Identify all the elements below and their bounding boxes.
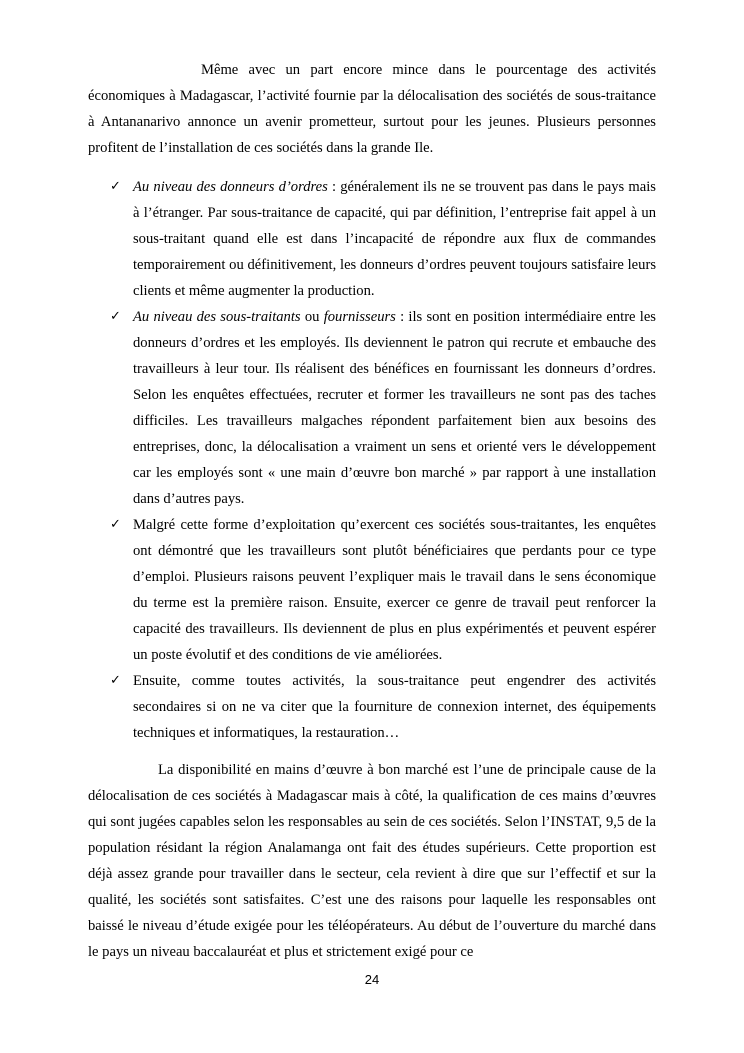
- checkmark-icon: ✓: [110, 309, 121, 324]
- bullet-list: [88, 174, 656, 746]
- intro-paragraph: Même avec un part encore mince dans le pourcentage des activités économiques à Madagascar, l’activité fournie par la délocalisation des sociétés de sous-traitance à Antananarivo annonce un avenir prometteur, surtout pour les jeunes. Plusieurs personnes profitent de l’installation de ces sociétés dans la grande Ile.: [88, 62, 656, 156]
- checkmark-icon: ✓: [110, 673, 121, 688]
- bullet-text: Malgré cette forme d’exploitation qu’exercent ces sociétés sous-traitantes, les enquêtes ont démontré que les travailleurs sont plutôt bénéficiaires que perdants pour ce type d’emploi. Plusieurs raisons peuvent l’expliquer mais le travail dans le sens économique du terme est la première raison. Ensuite, exercer ce genre de travail peut renforcer la capacité des travailleurs. Ils deviennent de plus en plus expérimentés et peuvent espérer un poste évolutif et des conditions de vie améliorées.: [133, 517, 656, 663]
- list-item: [88, 174, 656, 304]
- list-item: [88, 512, 656, 668]
- closing-paragraph: La disponibilité en mains d’œuvre à bon marché est l’une de principale cause de la délocalisation de ces sociétés à Madagascar mais à côté, la qualification de ces mains d’œuvres qui sont jugées capables selon les responsables au sein de ces sociétés. Selon l’INSTAT, 9,5 de la population résidant la région Analamanga ont fait des études supérieurs. Cette proportion est déjà assez grande pour travailler dans le secteur, cela revient à dire que sur l’effectif et sur la qualité, les sociétés sont satisfaites. C’est une des raisons pour laquelle les responsables ont baissé le niveau d’étude exigée pour les téléopérateurs. Au début de l’ouverture du marché dans le pays un niveau baccalauréat et plus et strictement exigé pour ce: [88, 762, 656, 960]
- bullet-lead: Au niveau des donneurs d’ordres: [133, 179, 328, 195]
- bullet-text: Ensuite, comme toutes activités, la sous-traitance peut engendrer des activités secondaires si on ne va citer que la fourniture de connexion internet, des équipements techniques et informatiques, la restauration…: [133, 673, 656, 741]
- checkmark-icon: ✓: [110, 517, 121, 532]
- bullet-text: : ils sont en position intermédiaire entre les donneurs d’ordres et les employés. Ils deviennent le patron qui recrute et embauche des travailleurs à leur tour. Ils réalisent des bénéfices en fournissant les donneurs d’ordres. Selon les enquêtes effectuées, recruter et former les travailleurs ne sont pas des taches difficiles. Les travailleurs malgaches répondent parfaitement bien aux besoins des entreprises, donc, la délocalisation a vraiment un sens et orienté vers le développement car les employés sont « une main d’œuvre bon marché » par rapport à une installation dans d’autres pays.: [133, 309, 656, 507]
- bullet-connector: ou: [300, 309, 324, 325]
- list-item: [88, 668, 656, 746]
- bullet-lead-secondary: fournisseurs: [323, 309, 396, 325]
- page-number: 24: [364, 972, 380, 987]
- bullet-text: : généralement ils ne se trouvent pas dans le pays mais à l’étranger. Par sous-traitance de capacité, qui par définition, l’entreprise fait appel à un sous-traitant quand elle est dans l’incapacité de répondre aux flux de commandes temporairement ou définitivement, les donneurs d’ordres peuvent toujours satisfaire leurs clients et même augmenter la production.: [133, 179, 656, 299]
- bullet-lead: Au niveau des sous-traitants: [133, 309, 301, 325]
- checkmark-icon: ✓: [110, 179, 121, 194]
- list-item: [88, 304, 656, 512]
